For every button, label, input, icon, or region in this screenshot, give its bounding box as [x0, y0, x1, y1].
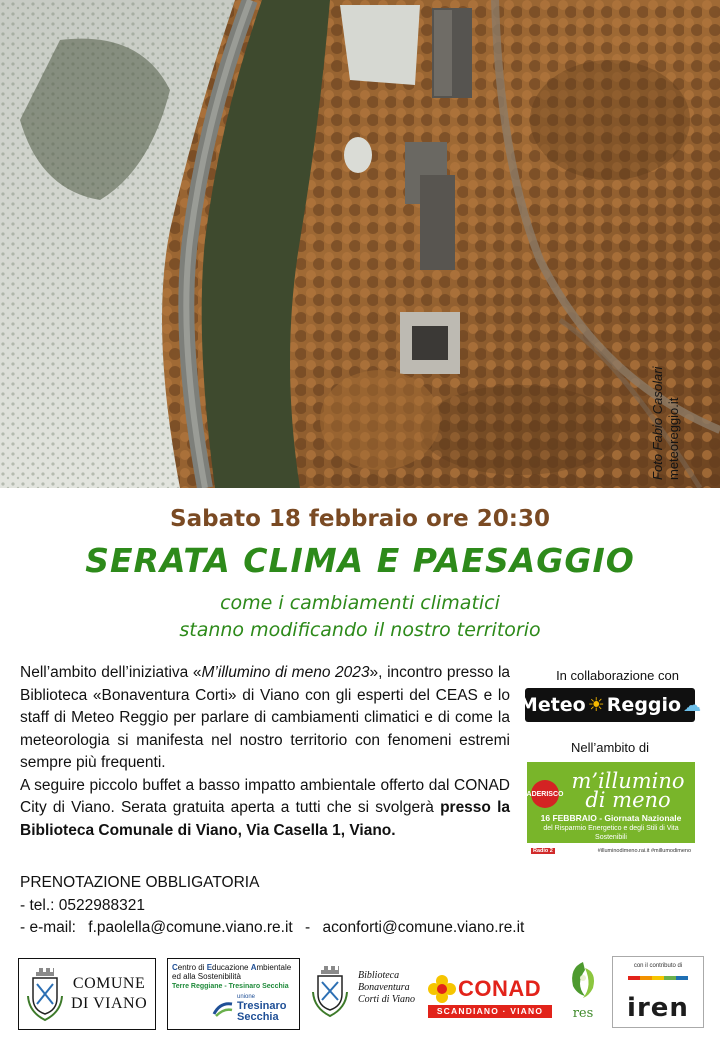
biblioteca-crest-icon — [310, 962, 350, 1018]
iren-word: iren — [627, 993, 689, 1023]
conad-location-bar: SCANDIANO · VIANO — [428, 1005, 552, 1018]
ceas-text: entro di — [177, 963, 207, 972]
venue-address: presso la Biblioteca Comunale di Viano, Via Casella 1, Viano. — [20, 799, 510, 839]
email-link-2[interactable]: aconforti@comune.viano.re.it — [322, 919, 525, 936]
meteo-logo-word-right: Reggio — [606, 694, 682, 716]
biblioteca-logo — [310, 962, 420, 1028]
initiative-label: Nell’ambito di — [570, 740, 650, 755]
sun-icon: ☀ — [587, 694, 605, 716]
biblioteca-text-line-3: Corti di Viano — [358, 994, 416, 1005]
description-text: », incontro presso la Biblioteca «Bonaventura Corti» di Viano con gli esperti del CEAS e lo staff di Meteo Reggio per parlare di cambiamenti climatici e di come la meteorologia si manifesta nel nostro territorio con fenomeni estremi sempre più frequenti. — [20, 664, 511, 771]
initiative-name: M’illumino di meno 2023 — [201, 664, 370, 681]
conad-word: CONAD — [458, 976, 542, 1001]
millumino-brand — [565, 769, 691, 812]
email-separator: - — [305, 919, 311, 936]
photo-credit-site: meteoreggio.it — [666, 397, 681, 480]
millumino-desc: del Risparmio Energetico e degli Stili di Vita Sostenibili — [543, 825, 679, 841]
photo-credit — [650, 330, 710, 480]
ceas-text: mbientale — [256, 963, 292, 972]
unione-big: Tresinaro — [237, 1000, 287, 1012]
booking-email-row — [20, 917, 580, 940]
millumino-date: 16 FEBBRAIO - Giornata Nazionale — [540, 813, 682, 823]
phone-label: - tel.: — [20, 896, 55, 914]
res-logo — [560, 958, 606, 1030]
collaboration-label: In collaborazione con — [556, 668, 679, 683]
unione-mark-icon — [212, 1000, 234, 1018]
unione-small: unione — [237, 994, 256, 1000]
res-leaf-icon — [563, 958, 603, 1002]
event-date: Sabato 18 febbraio ore 20:30 — [170, 506, 550, 532]
cloud-icon: ☁ — [683, 694, 702, 716]
ceas-letter: A — [250, 963, 257, 972]
unione-tresinaro-secchia-logo — [212, 994, 295, 1023]
res-word: res — [572, 1006, 594, 1021]
viano-crest-icon — [25, 966, 65, 1022]
photo-credit-name: Foto Fabio Casolari — [650, 366, 665, 480]
iren-logo — [612, 956, 704, 1028]
ceas-line-1 — [172, 963, 295, 972]
event-description — [20, 662, 510, 842]
phone-number[interactable]: 0522988321 — [58, 896, 145, 914]
description-text: Nell’ambito dell’iniziativa « — [20, 664, 202, 681]
booking-heading: PRENOTAZIONE OBBLIGATORIA — [20, 874, 260, 891]
ceas-terre: Terre Reggiane - Tresinaro Secchia — [172, 983, 289, 990]
meteo-reggio-logo — [518, 688, 702, 722]
iren-colorbar-icon — [628, 973, 688, 983]
viano-text — [71, 974, 147, 1014]
booking-phone-row — [20, 895, 580, 918]
description-paragraph-2 — [20, 775, 510, 843]
unione-text — [237, 994, 287, 1023]
ceas-text: ducazione — [212, 963, 251, 972]
email-link-1[interactable]: f.paolella@comune.viano.re.it — [88, 919, 293, 936]
hero-photo — [0, 0, 720, 488]
millumino-hashtags: #illuminodimeno.rai.it #millumodimeno — [597, 847, 691, 854]
subtitle-line-2: stanno modificando il nostro territorio — [179, 619, 541, 641]
biblioteca-text — [358, 970, 415, 1028]
event-subtitle — [0, 590, 720, 644]
description-paragraph-1 — [20, 662, 510, 775]
description-text: A seguire piccolo buffet a basso impatto ambientale offerto dal CONAD City di Viano. Serata gratuita aperta a tutti che si svolgerà — [20, 776, 510, 816]
email-label: - e-mail: — [20, 919, 76, 936]
radio2-logo: Radio 2 — [533, 847, 553, 854]
conad-flower-icon — [428, 975, 456, 1003]
viano-text-line-1: COMUNE — [72, 975, 146, 992]
aerial-landscape-image — [0, 0, 720, 488]
ceas-letter: E — [206, 963, 213, 972]
millumino-brand-line-1: m’illumino — [571, 769, 685, 793]
event-title: SERATA CLIMA E PAESAGGIO — [85, 541, 635, 580]
aderisco-badge: ADERISCO — [531, 780, 559, 808]
booking-info — [20, 872, 580, 940]
conad-logo — [428, 974, 552, 1020]
millumino-brand-line-2: di meno — [585, 788, 671, 812]
meteo-logo-word-left: Meteo — [518, 694, 586, 716]
millumino-date-strip — [527, 814, 695, 840]
unione-big-2: Secchia — [237, 1011, 279, 1023]
biblioteca-text-line-1: Biblioteca — [358, 970, 400, 981]
ceas-logo — [167, 958, 300, 1030]
ceas-letter: C — [172, 963, 178, 972]
millumino-footer — [527, 843, 695, 858]
iren-contribution-label: con il contributo di — [633, 963, 683, 969]
millumino-di-meno-banner — [527, 762, 695, 858]
comune-di-viano-logo — [18, 958, 156, 1030]
biblioteca-text-line-2: Bonaventura — [358, 982, 410, 993]
subtitle-line-1: come i cambiamenti climatici — [220, 592, 500, 614]
viano-text-line-2: DI VIANO — [71, 995, 148, 1012]
ceas-line-2: ed alla Sostenibilità — [172, 972, 241, 981]
